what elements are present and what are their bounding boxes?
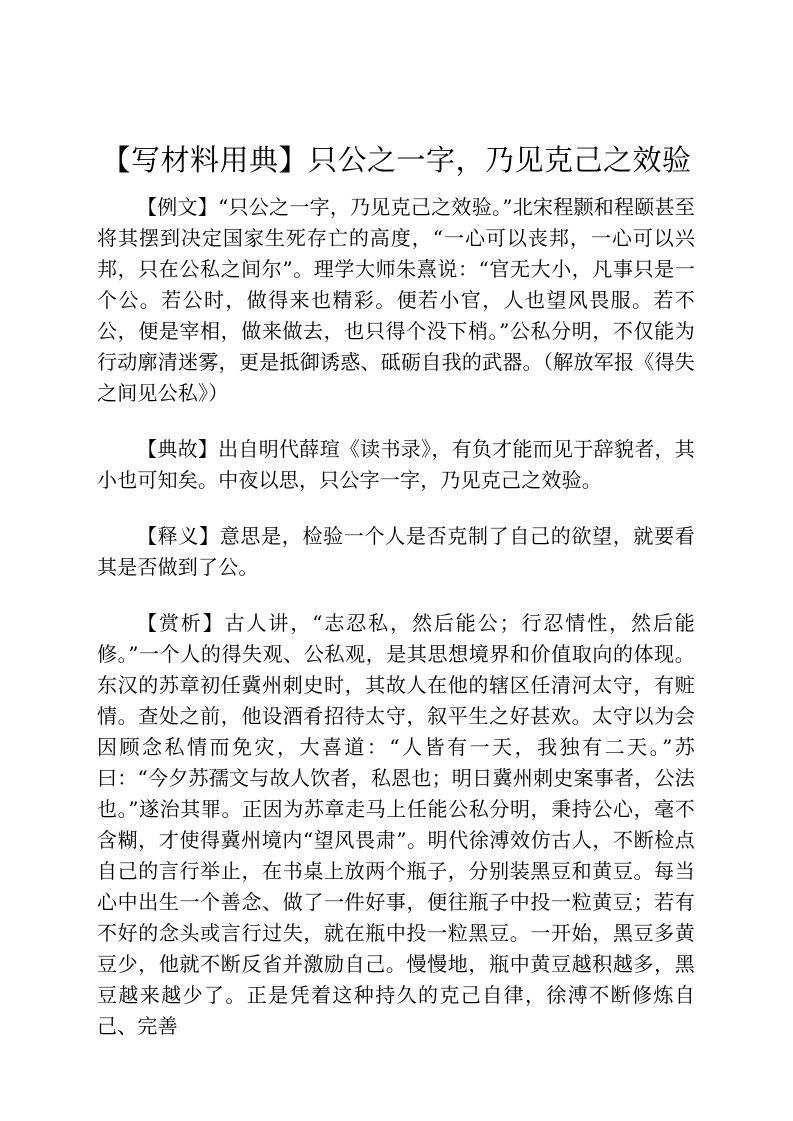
section-tag-appreciation: 【赏析】 <box>137 611 225 635</box>
section-tag-example: 【例文】 <box>137 195 219 219</box>
section-tag-meaning: 【释义】 <box>137 524 220 548</box>
page-title: 【写材料用典】只公之一字，乃见克己之效验 <box>101 143 692 177</box>
document-body <box>97 192 695 1067</box>
paragraph-example <box>97 192 695 409</box>
paragraph-appreciation <box>97 608 695 1042</box>
section-text-appreciation: 古人讲，“志忍私，然后能公；行忍情性，然后能修。”一个人的得失观、公私观，是其思想境界和价值取向的体现。东汉的苏章初任冀州刺史时，其故人在他的辖区任清河太守，有赃情。查处之前，他设酒肴招待太守，叙平生之好甚欢。太守以为会因顾念私情而免灾，大喜道：“人皆有一天，我独有二天。”苏曰：“今夕苏孺文与故人饮者，私恩也；明日冀州刺史案事者，公法也。”遂治其罪。正因为苏章走马上任能公私分明，秉持公心，毫不含糊，才使得冀州境内“望风畏肃”。明代徐溥效仿古人，不断检点自己的言行举止，在书桌上放两个瓶子，分别装黑豆和黄豆。每当心中出生一个善念、做了一件好事，便往瓶子中投一粒黄豆；若有不好的念头或言行过失，就在瓶中投一粒黑豆。一开始，黑豆多黄豆少，他就不断反省并激励自己。慢慢地，瓶中黄豆越积越多，黑豆越来越少了。正是凭着这种持久的克己自律，徐溥不断修炼自己、完善 <box>97 611 696 1038</box>
section-text-allusion: 出自明代薛瑄《读书录》，有负才能而见于辞貌者，其小也可知矣。中夜以思，只公字一字，乃见克己之效验。 <box>97 437 695 492</box>
paragraph-meaning <box>97 521 695 583</box>
section-text-example: “只公之一字，乃见克己之效验。”北宋程颢和程颐甚至将其摆到决定国家生死存亡的高度，“一心可以丧邦，一心可以兴邦，只在公私之间尔”。理学大师朱熹说：“官无大小，凡事只是一个公。若公时，做得来也精彩。便若小官，人也望风畏服。若不公，便是宰相，做来做去，也只得个没下梢。”公私分明，不仅能为行动廓清迷雾，更是抵御诱惑、砥砺自我的武器。（解放军报《得失之间见公私》） <box>97 195 695 405</box>
section-text-meaning: 意思是，检验一个人是否克制了自己的欲望，就要看其是否做到了公。 <box>97 524 695 579</box>
section-tag-allusion: 【典故】 <box>137 437 219 461</box>
paragraph-allusion <box>97 434 695 496</box>
